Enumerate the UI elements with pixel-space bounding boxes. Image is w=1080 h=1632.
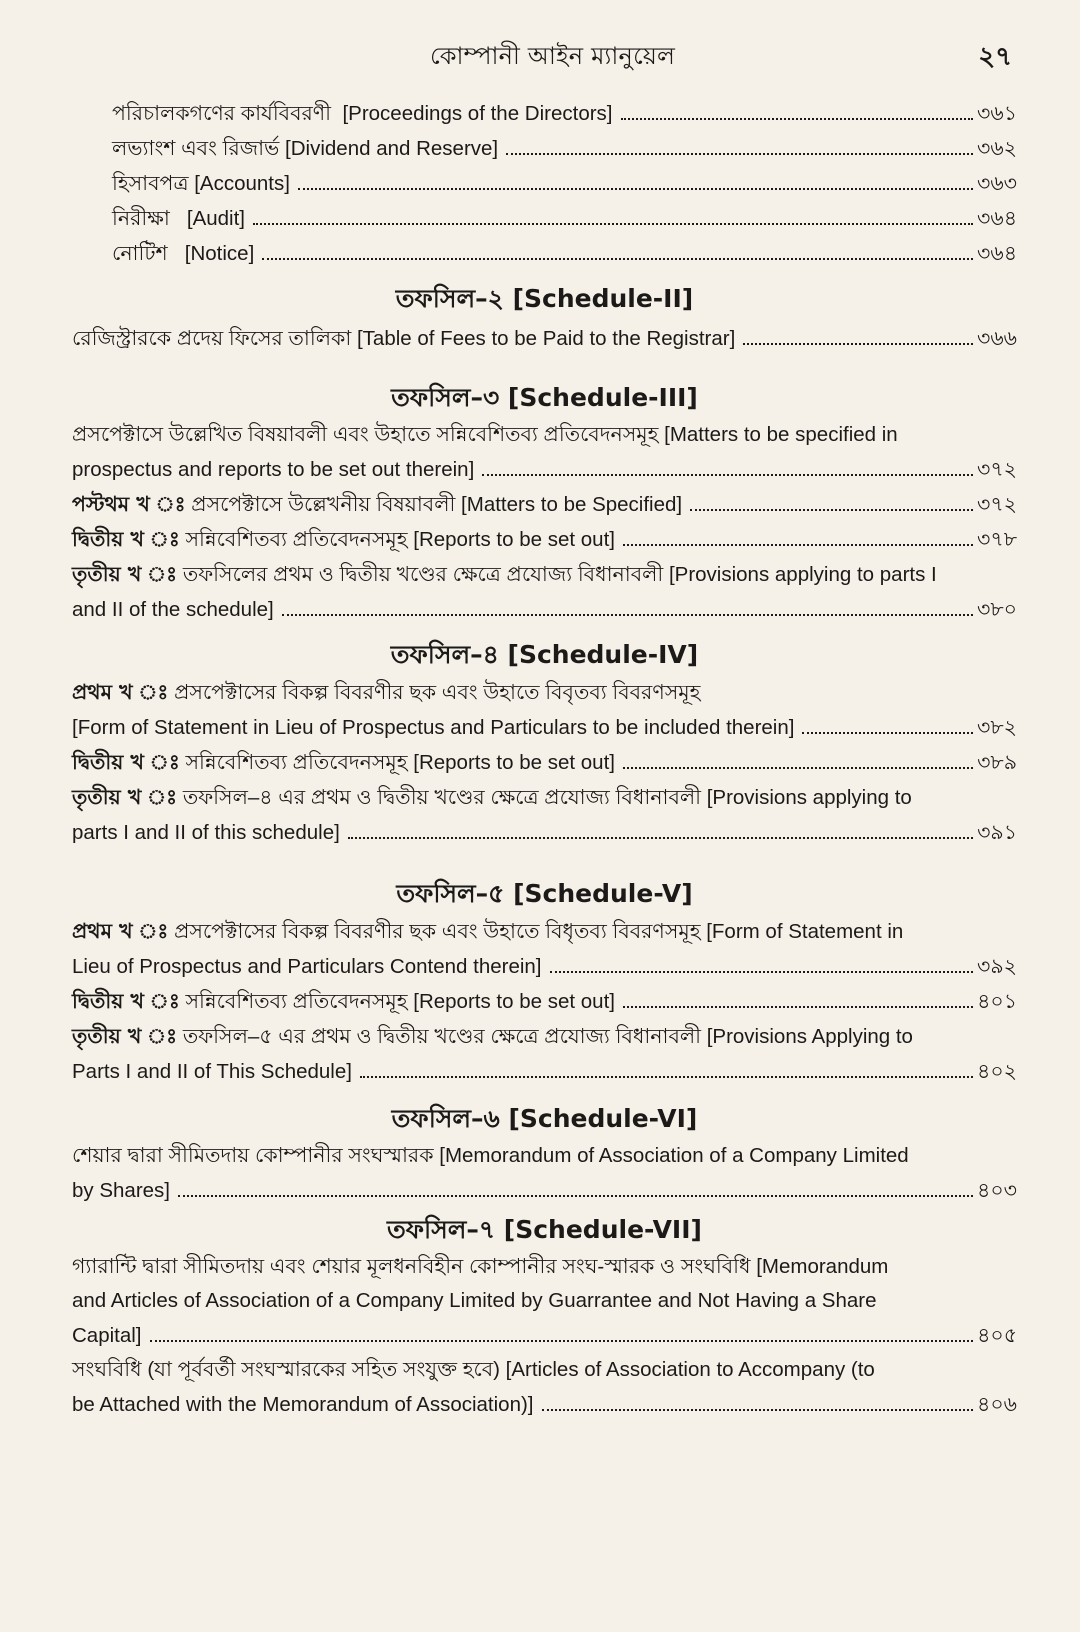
entry-page: ৩৭২ [977, 457, 1017, 481]
part-label: প্রথম খ ঃ [72, 680, 169, 704]
entry-title-bn: লভ্যাংশ এবং রিজার্ভ [112, 137, 280, 160]
toc-entry [72, 487, 1017, 522]
entry-text: সন্নিবেশিতব্য প্রতিবেদনসমূহ [Reports to be set out] [185, 990, 615, 1013]
entry-page: ৩৮২ [977, 715, 1017, 739]
entry-page: ৩৬১ [977, 101, 1017, 125]
entry-title-bn: হিসাবপত্র [112, 172, 189, 195]
section-heading: তফসিল–৩ [Schedule-III] [391, 383, 698, 412]
section-heading: তফসিল–৭ [Schedule-VII] [387, 1215, 702, 1244]
toc-entry [72, 780, 1017, 850]
section-heading: তফসিল–৪ [Schedule-IV] [390, 640, 699, 669]
toc-entry [72, 1250, 1017, 1353]
entry-text-line: prospectus and reports to be set out therein] [72, 458, 475, 481]
toc-entry [72, 557, 1017, 627]
dot-leader [298, 187, 973, 190]
entry-title-en: [Audit] [186, 207, 246, 230]
toc-entry [72, 418, 1017, 487]
entry-title-en: [Dividend and Reserve] [285, 137, 499, 160]
section-heading: তফসিল–৫ [Schedule-V] [396, 879, 693, 908]
part-label: দ্বিতীয় খ ঃ [72, 527, 180, 551]
toc-entry [72, 166, 1017, 201]
dot-leader [802, 731, 973, 734]
entry-page: ৪০১ [977, 989, 1017, 1013]
entry-text: প্রসপেক্টাসে উল্লেখনীয় বিষয়াবলী [Matters to be Specified] [191, 493, 683, 516]
toc-entry [72, 321, 1017, 356]
entry-text-line: Parts I and II of This Schedule] [72, 1060, 352, 1083]
entry-text-line: সংঘবিধি (যা পূর্ববর্তী সংঘস্মারকের সহিত সংযুক্ত হবে) [Articles of Association to Accompany (to [72, 1358, 875, 1381]
schedule-3 [72, 378, 1017, 627]
schedule-7 [72, 1210, 1017, 1422]
toc-entry [72, 1139, 1017, 1208]
dot-leader [743, 342, 973, 345]
schedule-4 [72, 635, 1017, 850]
running-header [0, 34, 1080, 74]
entry-page: ৩৬২ [977, 136, 1017, 160]
toc-entry [72, 1019, 1017, 1089]
dot-leader [621, 117, 974, 120]
book-title: কোম্পানী আইন ম্যানুয়েল [430, 42, 676, 70]
section-heading: তফসিল–৬ [Schedule-VI] [391, 1104, 698, 1133]
entry-page: ৩৬৪ [977, 241, 1017, 265]
entry-text-line: শেয়ার দ্বারা সীমিতদায় কোম্পানীর সংঘস্মারক [Memorandum of Association of a Company Limited [72, 1144, 909, 1167]
entry-text-line: গ্যারান্টি দ্বারা সীমিতদায় এবং শেয়ার মূলধনবিহীন কোম্পানীর সংঘ-স্মারক ও সংঘবিধি [Memorandum [72, 1255, 889, 1278]
schedule-1-tail [72, 96, 1017, 271]
entry-text: সন্নিবেশিতব্য প্রতিবেদনসমূহ [Reports to be set out] [185, 528, 615, 551]
entry-text-line: প্রসপেক্টাসের বিকল্প বিবরণীর ছক এবং উহাতে বিধৃতব্য বিবরণসমূহ [Form of Statement in [174, 920, 904, 943]
schedule-2 [72, 279, 1017, 356]
toc-entry [72, 522, 1017, 557]
toc-entry [72, 236, 1017, 271]
entry-title-en: [Notice] [184, 242, 255, 265]
dot-leader [690, 508, 973, 511]
entry-page: ৩৬৬ [977, 326, 1017, 350]
entry-page: ৪০৬ [977, 1392, 1017, 1416]
entry-text-line: তফসিল–৪ এর প্রথম ও দ্বিতীয় খণ্ডের ক্ষেত্রে প্রযোজ্য বিধানাবলী [Provisions applying to [182, 786, 912, 809]
dot-leader [623, 766, 973, 769]
entry-page: ৩৮০ [977, 597, 1017, 621]
entry-page: ৩৭৮ [977, 527, 1017, 551]
toc-entry [72, 914, 1017, 984]
entry-title-en: [Table of Fees to be Paid to the Registrar] [356, 327, 736, 350]
entry-page: ৩৬৪ [977, 206, 1017, 230]
dot-leader [550, 970, 974, 973]
dot-leader [506, 152, 973, 155]
part-label: তৃতীয় খ ঃ [72, 562, 178, 586]
dot-leader [542, 1408, 974, 1411]
part-label: তৃতীয় খ ঃ [72, 1024, 178, 1048]
toc-entry [72, 984, 1017, 1019]
entry-text-line: প্রসপেক্টাসে উল্লেখিত বিষয়াবলী এবং উহাতে সন্নিবেশিতব্য প্রতিবেদনসমূহ [Matters to be specified in [72, 423, 898, 446]
entry-text-line: and Articles of Association of a Company Limited by Guarrantee and Not Having a Share [72, 1289, 877, 1312]
entry-text-line: be Attached with the Memorandum of Association)] [72, 1393, 534, 1416]
toc-entry [72, 96, 1017, 131]
schedule-6 [72, 1099, 1017, 1208]
schedule-5 [72, 874, 1017, 1089]
entry-page: ৩৮৯ [977, 750, 1017, 774]
entry-text-line: by Shares] [72, 1179, 170, 1202]
dot-leader [482, 473, 973, 476]
page-number: ২৭ [978, 42, 1012, 72]
entry-page: ৩৯১ [977, 820, 1017, 844]
entry-text-line: parts I and II of this schedule] [72, 821, 340, 844]
entry-text: সন্নিবেশিতব্য প্রতিবেদনসমূহ [Reports to be set out] [185, 751, 615, 774]
entry-page: ৩৭২ [977, 492, 1017, 516]
toc-entry [72, 201, 1017, 236]
entry-title-en: [Accounts] [194, 172, 290, 195]
entry-text-line: Lieu of Prospectus and Particulars Contend therein] [72, 955, 542, 978]
part-label: প্রথম খ ঃ [72, 919, 169, 943]
entry-text-line: [Form of Statement in Lieu of Prospectus and Particulars to be included therein] [72, 716, 795, 739]
entry-title-bn: পরিচালকগণের কার্যবিবরণী [112, 102, 332, 125]
entry-text-line: Capital] [72, 1324, 142, 1347]
entry-title-bn: নিরীক্ষা [112, 207, 170, 230]
entry-text-line: প্রসপেক্টাসের বিকল্প বিবরণীর ছক এবং উহাতে বিবৃতব্য বিবরণসমূহ [174, 681, 701, 704]
dot-leader [262, 257, 973, 260]
part-label: দ্বিতীয় খ ঃ [72, 989, 180, 1013]
part-label: দ্বিতীয় খ ঃ [72, 750, 180, 774]
toc-entry [72, 131, 1017, 166]
section-heading: তফসিল–২ [Schedule-II] [395, 284, 694, 313]
toc-entry [72, 1353, 1017, 1422]
entry-page: ৩৬৩ [977, 171, 1017, 195]
dot-leader [253, 222, 973, 225]
entry-title-bn: নোটিশ [112, 242, 168, 265]
entry-text-line: and II of the schedule] [72, 598, 274, 621]
dot-leader [348, 836, 973, 839]
entry-title-bn: রেজিস্ট্রারকে প্রদেয় ফিসের তালিকা [72, 327, 352, 350]
dot-leader [150, 1339, 974, 1342]
dot-leader [623, 1005, 973, 1008]
dot-leader [360, 1075, 973, 1078]
entry-title-en: [Proceedings of the Directors] [342, 102, 613, 125]
table-of-contents [72, 96, 1017, 1422]
part-label: তৃতীয় খ ঃ [72, 785, 178, 809]
entry-page: ৪০৩ [977, 1178, 1017, 1202]
toc-entry [72, 745, 1017, 780]
entry-page: ৪০২ [977, 1059, 1017, 1083]
toc-entry [72, 675, 1017, 745]
entry-text-line: তফসিল–৫ এর প্রথম ও দ্বিতীয় খণ্ডের ক্ষেত্রে প্রযোজ্য বিধানাবলী [Provisions Applying to [182, 1025, 913, 1048]
entry-text-line: তফসিলের প্রথম ও দ্বিতীয় খণ্ডের ক্ষেত্রে প্রযোজ্য বিধানাবলী [Provisions applying to parts I [182, 563, 937, 586]
dot-leader [282, 613, 973, 616]
entry-page: ৪০৫ [977, 1323, 1017, 1347]
dot-leader [178, 1194, 973, 1197]
entry-page: ৩৯২ [977, 954, 1017, 978]
part-label: পস্টথম খ ঃ [72, 492, 186, 516]
dot-leader [623, 543, 973, 546]
